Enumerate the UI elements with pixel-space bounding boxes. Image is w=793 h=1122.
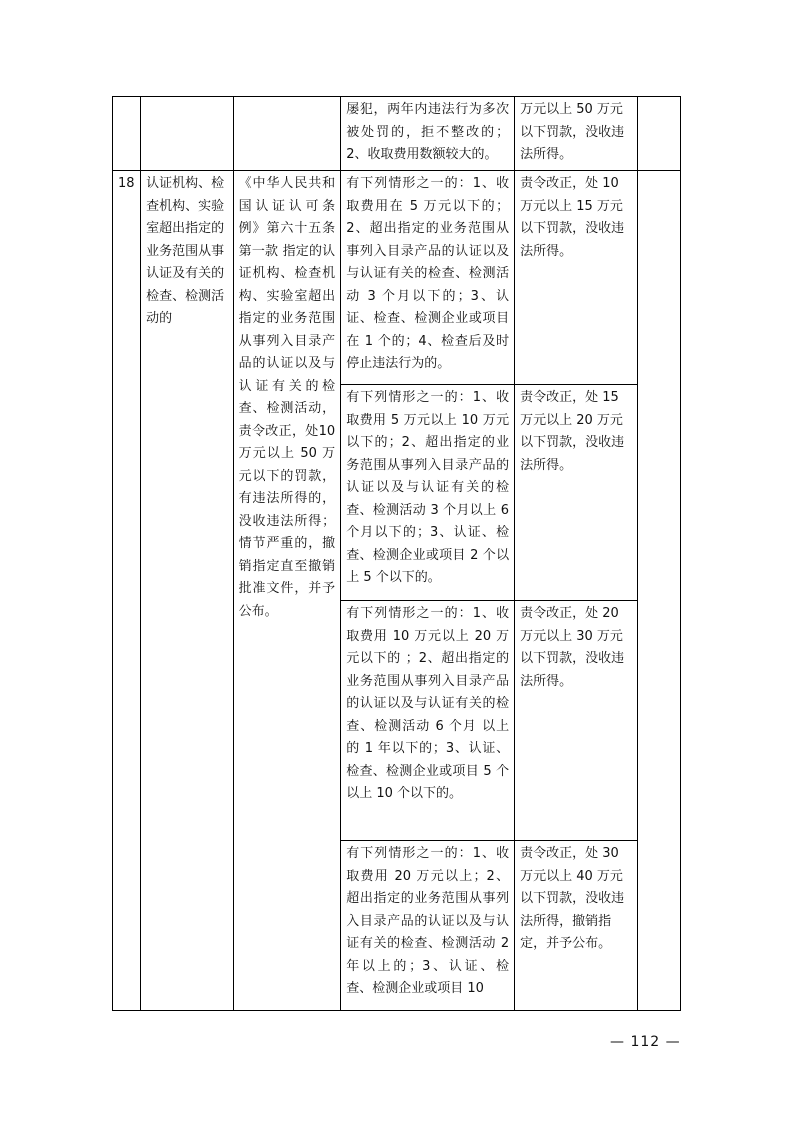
- cell-situation: 有下列情形之一的：1、收取费用 5 万元以上 10 万元以下的；2、超出指定的业务范围从事列入目录产品的认证以及与认证有关的检查、检测活动 3 个月以上 6 个月以下的；3、认证、检查、检测企业或项目 2 个以上 5 个以下的。: [341, 385, 515, 601]
- cell-note-empty: [637, 97, 680, 171]
- table-row-18-tier-1: [113, 171, 681, 385]
- cell-number-empty: [113, 97, 141, 171]
- cell-basis: 《中华人民共和国认证认可条例》第六十五条第一款 指定的认证机构、检查机构、实验室超出指定的业务范围从事列入目录产品的认证以及与认证有关的检查、检测活动，责令改正，处10 万元以上 50 万元以下的罚款，有违法所得的，没收违法所得；情节严重的，撤销指定直至撤销批准文件，并予公布。: [233, 171, 341, 1011]
- cell-standard: 责令改正，处 20 万元以上 30 万元以下罚款，没收违法所得。: [515, 601, 638, 841]
- cell-basis-empty: [233, 97, 341, 171]
- table-row-continued: [113, 97, 681, 171]
- cell-situation: 有下列情形之一的：1、收取费用 20 万元以上；2、超出指定的业务范围从事列入目录产品的认证以及与认证有关的检查、检测活动 2 年以上的；3、认证、检查、检测企业或项目 10: [341, 841, 515, 1011]
- cell-number: 18: [113, 171, 141, 1011]
- cell-situation: 有下列情形之一的：1、收取费用 10 万元以上 20 万元以下的 ；2、超出指定的业务范围从事列入目录产品的认证以及与认证有关的检查、检测活动 6 个月 以上的 1 年以下的；3、认证、检查、检测企业或项目 5 个以上 10 个以下的。: [341, 601, 515, 841]
- cell-standard: 万元以上 50 万元以下罚款，没收违法所得。: [515, 97, 638, 171]
- cell-situation: 屡犯，两年内违法行为多次被处罚的，拒不整改的；2、收取费用数额较大的。: [341, 97, 515, 171]
- cell-situation: 有下列情形之一的：1、收取费用在 5 万元以下的；2、超出指定的业务范围从事列入目录产品的认证以及与认证有关的检查、检测活动 3 个月以下的；3、认证、检查、检测企业或项目在 1 个的；4、检查后及时停止违法行为的。: [341, 171, 515, 385]
- cell-standard: 责令改正，处 30 万元以上 40 万元以下罚款，没收违法所得，撤销指定，并予公布。: [515, 841, 638, 1011]
- page-number: — 112 —: [610, 1034, 681, 1050]
- cell-note-empty: [637, 171, 680, 1011]
- cell-item-empty: [141, 97, 233, 171]
- cell-standard: 责令改正，处 15 万元以上 20 万元以下罚款，没收违法所得。: [515, 385, 638, 601]
- cell-item: 认证机构、检查机构、实验室超出指定的业务范围从事认证及有关的检查、检测活动的: [141, 171, 233, 1011]
- cell-standard: 责令改正，处 10 万元以上 15 万元以下罚款，没收违法所得。: [515, 171, 638, 385]
- penalty-standard-table: [112, 96, 681, 1011]
